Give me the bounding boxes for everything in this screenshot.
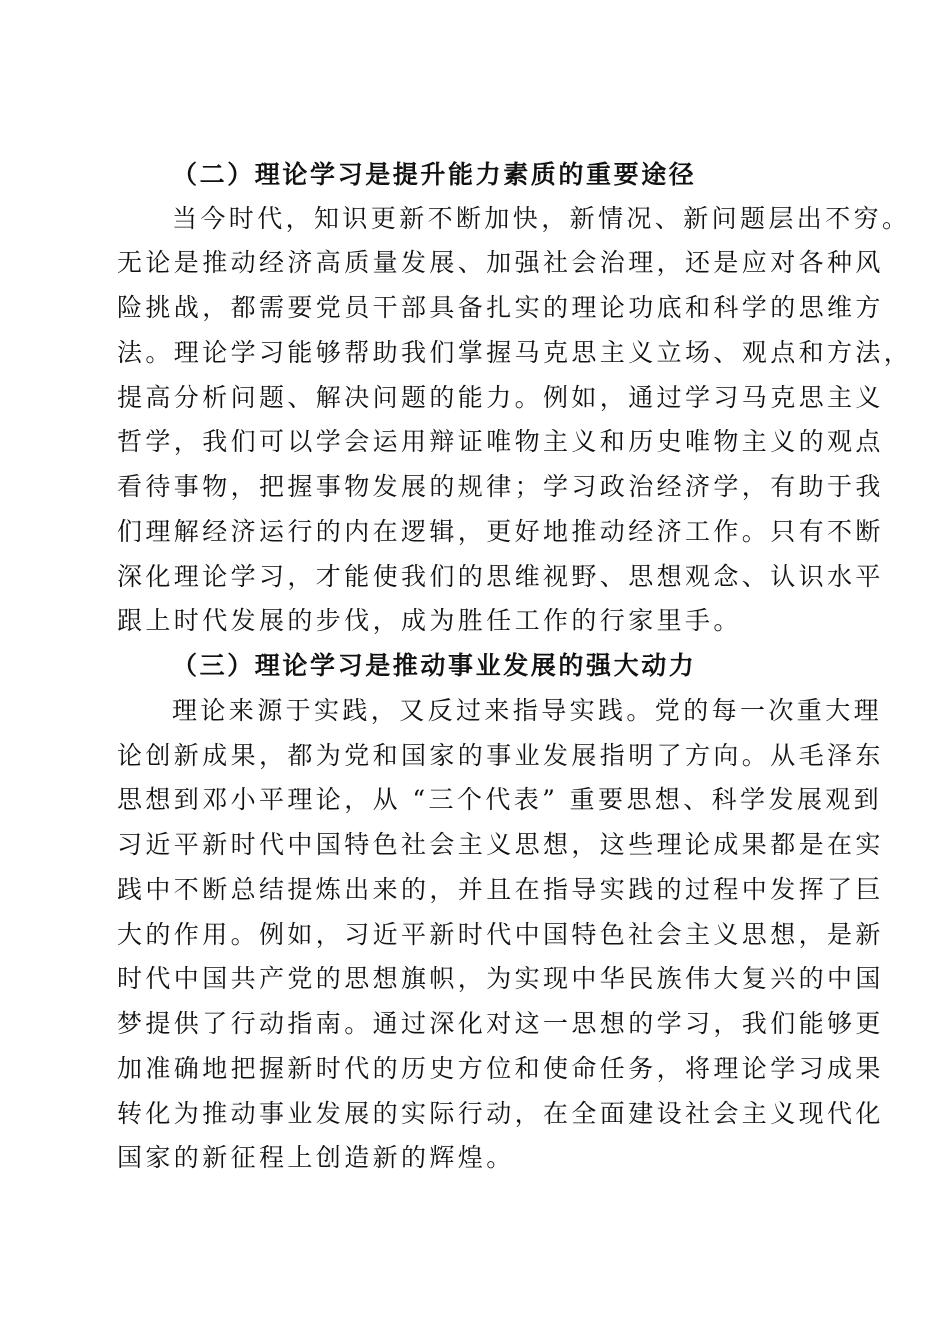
section-heading: （三）理论学习是推动事业发展的强大动力 (172, 651, 697, 680)
paragraph-line: 转化为推动事业发展的实际行动，在全面建设社会主义现代化 (117, 1099, 884, 1128)
paragraph-line: 理论来源于实践，又反过来指导实践。党的每一次重大理 (172, 696, 883, 725)
paragraph-line: 加准确地把握新时代的历史方位和使命任务，将理论学习成果 (117, 1054, 884, 1083)
paragraph-line: 大的作用。例如，习近平新时代中国特色社会主义思想，是新 (117, 920, 884, 949)
paragraph-line: 践中不断总结提炼出来的，并且在指导实践的过程中发挥了巨 (117, 875, 884, 904)
paragraph-line: 无论是推动经济高质量发展、加强社会治理，还是应对各种风 (117, 248, 884, 277)
paragraph-line: 深化理论学习，才能使我们的思维视野、思想观念、认识水平 (117, 562, 884, 591)
section-heading: （二）理论学习是提升能力素质的重要途径 (172, 160, 697, 189)
paragraph-line: 看待事物，把握事物发展的规律；学习政治经济学，有助于我 (117, 472, 884, 501)
paragraph-line: 提高分析问题、解决问题的能力。例如，通过学习马克思主义 (117, 383, 884, 412)
paragraph-line: 梦提供了行动指南。通过深化对这一思想的学习，我们能够更 (117, 1009, 884, 1038)
paragraph-line: 跟上时代发展的步伐，成为胜任工作的行家里手。 (117, 606, 742, 635)
paragraph-line: 习近平新时代中国特色社会主义思想，这些理论成果都是在实 (117, 830, 884, 859)
paragraph-line: 思想到邓小平理论，从 “三个代表” 重要思想、科学发展观到 (117, 785, 883, 814)
paragraph-line: 险挑战，都需要党员干部具备扎实的理论功底和科学的思维方 (117, 293, 884, 322)
paragraph-line: 时代中国共产党的思想旗帜，为实现中华民族伟大复兴的中国 (117, 964, 884, 993)
paragraph-line: 们理解经济运行的内在逻辑，更好地推动经济工作。只有不断 (117, 517, 884, 546)
paragraph-line: 法。理论学习能够帮助我们掌握马克思主义立场、观点和方法， (117, 338, 913, 367)
paragraph-line: 哲学，我们可以学会运用辩证唯物主义和历史唯物主义的观点 (117, 427, 884, 456)
paragraph-line: 论创新成果，都为党和国家的事业发展指明了方向。从毛泽东 (117, 741, 884, 770)
paragraph-line: 国家的新征程上创造新的辉煌。 (117, 1143, 515, 1172)
paragraph-line: 当今时代，知识更新不断加快，新情况、新问题层出不穷。 (172, 204, 911, 233)
